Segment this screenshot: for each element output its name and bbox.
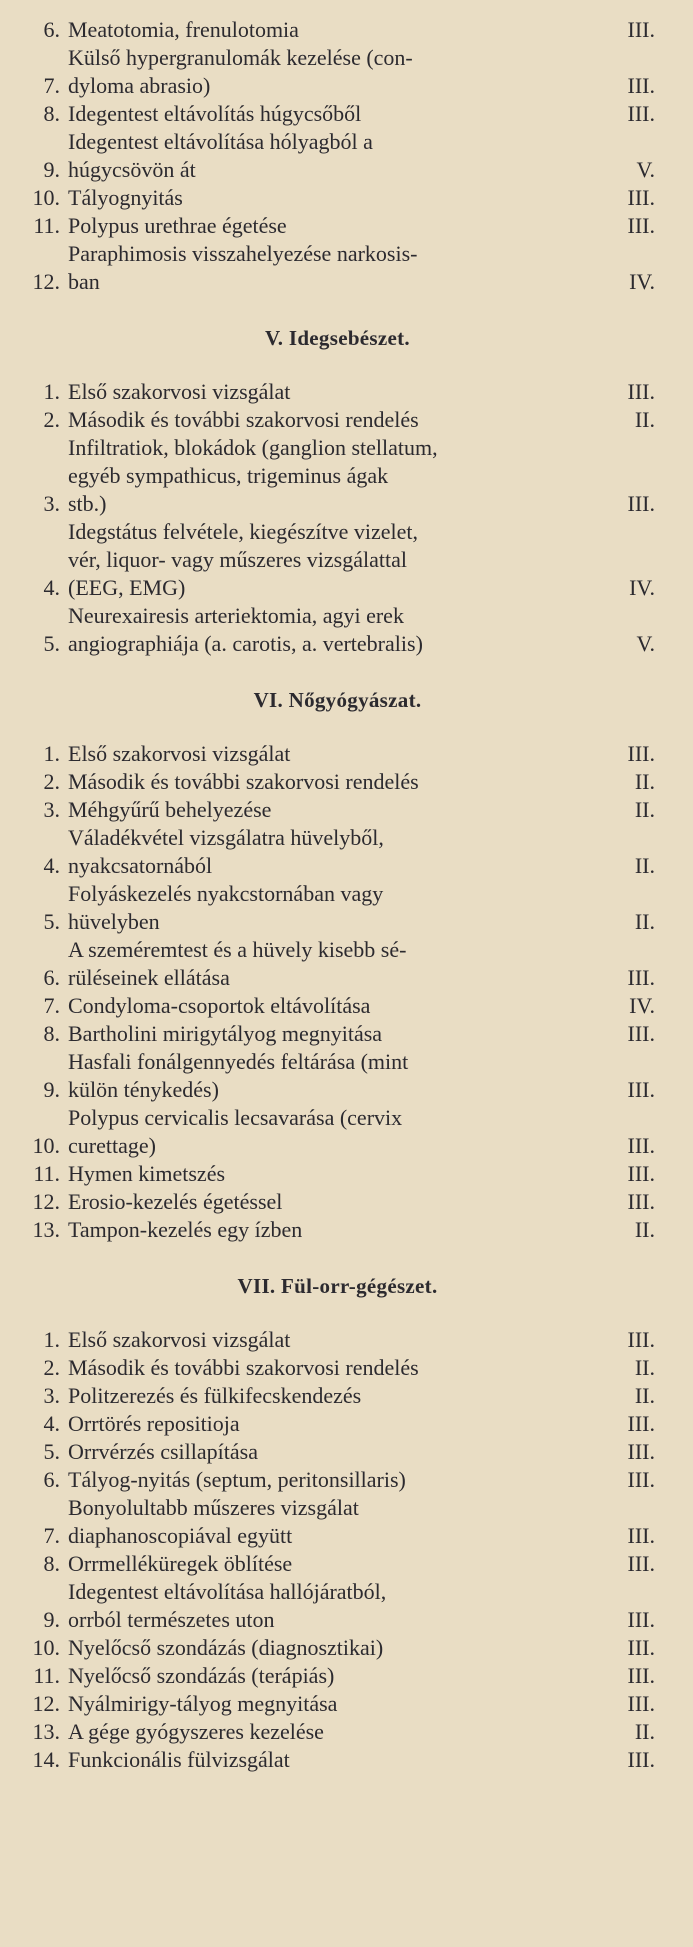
list-item [20, 16, 655, 44]
section [20, 686, 655, 1244]
item-text-line: Második és további szakorvosi rendelés [68, 769, 419, 794]
list-item [20, 1662, 655, 1690]
item-text [68, 1634, 655, 1662]
item-text [68, 1494, 655, 1550]
item-text [68, 1188, 655, 1216]
item-number: 7. [43, 993, 60, 1018]
item-text [68, 880, 655, 936]
item-category: II. [634, 797, 655, 822]
item-text [68, 1746, 655, 1774]
item-text-line: Idegstátus felvétele, kiegészítve vizelet, [68, 519, 419, 544]
item-text-line: Tályog-nyitás (septum, peritonsillaris) [68, 1467, 406, 1492]
item-text [68, 768, 655, 796]
item-category: IV. [629, 575, 655, 600]
item-text [68, 740, 655, 768]
item-text-line: külön ténykedés) [68, 1077, 219, 1102]
item-text [68, 1160, 655, 1188]
item-number: 1. [43, 1327, 60, 1352]
item-category: III. [627, 1467, 655, 1492]
item-text-line: Tampon-kezelés egy ízben [68, 1217, 303, 1242]
item-category: III. [627, 1439, 655, 1464]
item-text [68, 1690, 655, 1718]
item-category: III. [627, 1133, 655, 1158]
item-text-line: Második és további szakorvosi rendelés [68, 1355, 419, 1380]
item-text [68, 128, 655, 184]
item-category: II. [634, 1719, 655, 1744]
item-text [68, 936, 655, 992]
item-number: 8. [43, 101, 60, 126]
item-text [68, 1718, 655, 1746]
item-text-line: nyakcsatornából [68, 853, 213, 878]
item-text-line: Polypus cervicalis lecsavarása (cervix [68, 1105, 403, 1130]
item-text [68, 1578, 655, 1634]
item-text-line: Orrvérzés csillapítása [68, 1439, 258, 1464]
item-number: 4. [43, 853, 60, 878]
list-item [20, 768, 655, 796]
item-number: 9. [43, 157, 60, 182]
item-number: 13. [32, 1719, 60, 1744]
list-item [20, 1718, 655, 1746]
item-text-line: vér, liquor- vagy műszeres vizsgálattal [68, 547, 407, 572]
item-text-line: Funkcionális fülvizsgálat [68, 1747, 290, 1772]
item-text-line: Külső hypergranulomák kezelése (con- [68, 45, 413, 70]
list-item [20, 1020, 655, 1048]
list-item [20, 378, 655, 406]
item-category: III. [627, 1663, 655, 1688]
item-number: 11. [33, 1161, 60, 1186]
list-item [20, 100, 655, 128]
item-category: V. [636, 631, 655, 656]
item-text [68, 824, 655, 880]
item-category: III. [627, 1327, 655, 1352]
list-item [20, 936, 655, 992]
item-text-line: egyéb sympathicus, trigeminus ágak [68, 463, 389, 488]
section [20, 16, 655, 296]
item-category: III. [627, 1411, 655, 1436]
list-item [20, 1466, 655, 1494]
item-text-line: dyloma abrasio) [68, 73, 211, 98]
item-text-line: Nyálmirigy-tályog megnyitása [68, 1691, 338, 1716]
item-text-line: orrból természetes uton [68, 1607, 275, 1632]
item-text-line: hüvelyben [68, 909, 160, 934]
item-number: 6. [43, 1467, 60, 1492]
item-category: II. [634, 1355, 655, 1380]
list-item [20, 1410, 655, 1438]
procedure-list [20, 16, 655, 1774]
item-category: II. [634, 909, 655, 934]
section-heading: VI. Nőgyógyászat. [253, 688, 422, 712]
item-text-line: Condyloma-csoportok eltávolítása [68, 993, 371, 1018]
item-text [68, 212, 655, 240]
item-text-line: Tályognyitás [68, 185, 183, 210]
list-item [20, 240, 655, 296]
list-item [20, 434, 655, 518]
item-text-line: Hasfali fonálgennyedés feltárása (mint [68, 1049, 409, 1074]
list-item [20, 602, 655, 658]
list-item [20, 1216, 655, 1244]
list-item [20, 992, 655, 1020]
item-category: III. [627, 213, 655, 238]
item-category: II. [634, 1217, 655, 1242]
item-number: 4. [43, 575, 60, 600]
item-text-line: Második és további szakorvosi rendelés [68, 407, 419, 432]
list-item [20, 1048, 655, 1104]
item-number: 1. [43, 741, 60, 766]
item-text-line: Idegentest eltávolítása hallójáratból, [68, 1579, 387, 1604]
item-text-line: Erosio-kezelés égetéssel [68, 1189, 283, 1214]
item-text-line: angiographiája (a. carotis, a. vertebralis) [68, 631, 423, 656]
item-text [68, 1410, 655, 1438]
list-item [20, 796, 655, 824]
item-text [68, 1662, 655, 1690]
item-text [68, 602, 655, 658]
item-text [68, 1020, 655, 1048]
item-text-line: Idegentest eltávolítása hólyagból a [68, 129, 373, 154]
list-item [20, 824, 655, 880]
item-number: 3. [43, 1383, 60, 1408]
item-number: 13. [32, 1217, 60, 1242]
list-item [20, 1104, 655, 1160]
item-number: 10. [32, 185, 60, 210]
item-category: III. [627, 1691, 655, 1716]
item-text [68, 1550, 655, 1578]
item-category: III. [627, 1021, 655, 1046]
item-category: III. [627, 491, 655, 516]
item-text-line: Nyelőcső szondázás (terápiás) [68, 1663, 335, 1688]
list-item [20, 212, 655, 240]
item-number: 5. [43, 631, 60, 656]
item-category: V. [636, 157, 655, 182]
item-number: 2. [43, 1355, 60, 1380]
item-category: III. [627, 1077, 655, 1102]
item-number: 3. [43, 797, 60, 822]
item-text-line: Orrtörés repositioja [68, 1411, 240, 1436]
item-text-line: Első szakorvosi vizsgálat [68, 379, 291, 404]
item-text [68, 1438, 655, 1466]
item-number: 14. [32, 1747, 60, 1772]
item-number: 8. [43, 1551, 60, 1576]
item-text-line: curettage) [68, 1133, 156, 1158]
item-text-line: stb.) [68, 491, 107, 516]
item-text [68, 100, 655, 128]
item-text [68, 1382, 655, 1410]
item-category: III. [627, 1635, 655, 1660]
list-item [20, 1188, 655, 1216]
item-category: III. [627, 741, 655, 766]
list-item [20, 740, 655, 768]
item-text-line: Infiltratiok, blokádok (ganglion stellatum, [68, 435, 438, 460]
section [20, 324, 655, 658]
item-number: 11. [33, 1663, 60, 1688]
list-item [20, 128, 655, 184]
item-number: 1. [43, 379, 60, 404]
item-text [68, 1048, 655, 1104]
section-heading: VII. Fül-orr-gégészet. [237, 1274, 438, 1298]
item-number: 9. [43, 1607, 60, 1632]
list-item [20, 1382, 655, 1410]
item-text-line: Méhgyűrű behelyezése [68, 797, 272, 822]
list-item [20, 1160, 655, 1188]
item-text-line: rüléseinek ellátása [68, 965, 230, 990]
item-text-line: Meatotomia, frenulotomia [68, 17, 299, 42]
item-number: 11. [33, 213, 60, 238]
item-text [68, 16, 655, 44]
item-category: IV. [629, 269, 655, 294]
item-category: III. [627, 17, 655, 42]
item-category: III. [627, 185, 655, 210]
item-category: III. [627, 379, 655, 404]
item-category: IV. [629, 993, 655, 1018]
section-heading: V. Idegsebészet. [265, 326, 410, 350]
item-text [68, 1354, 655, 1382]
list-item [20, 1578, 655, 1634]
item-category: III. [627, 965, 655, 990]
item-category: III. [627, 1607, 655, 1632]
item-text [68, 518, 655, 602]
item-text-line: (EEG, EMG) [68, 575, 186, 600]
item-text-line: Idegentest eltávolítás húgycsőből [68, 101, 362, 126]
list-item [20, 880, 655, 936]
item-text-line: Váladékvétel vizsgálatra hüvelyből, [68, 825, 384, 850]
item-text-line: Bonyolultabb műszeres vizsgálat [68, 1495, 359, 1520]
item-number: 5. [43, 909, 60, 934]
item-number: 2. [43, 769, 60, 794]
list-item [20, 1550, 655, 1578]
item-text-line: diaphanoscopiával együtt [68, 1523, 293, 1548]
item-number: 6. [43, 17, 60, 42]
item-category: III. [627, 1747, 655, 1772]
item-category: III. [627, 1523, 655, 1548]
list-item [20, 1438, 655, 1466]
item-category: III. [627, 1189, 655, 1214]
item-number: 12. [32, 1189, 60, 1214]
item-number: 10. [32, 1133, 60, 1158]
item-number: 3. [43, 491, 60, 516]
item-text-line: Nyelőcső szondázás (diagnosztikai) [68, 1635, 384, 1660]
item-number: 9. [43, 1077, 60, 1102]
item-text-line: Hymen kimetszés [68, 1161, 226, 1186]
item-text-line: Folyáskezelés nyakcstornában vagy [68, 881, 384, 906]
section [20, 1272, 655, 1774]
item-text-line: Orrmelléküregek öblítése [68, 1551, 293, 1576]
item-text-line: ban [68, 269, 100, 294]
item-text-line: Politzerezés és fülkifecskendezés [68, 1383, 362, 1408]
item-text [68, 796, 655, 824]
item-text-line: Paraphimosis visszahelyezése narkosis- [68, 241, 418, 266]
item-number: 12. [32, 1691, 60, 1716]
item-text [68, 1216, 655, 1244]
list-item [20, 44, 655, 100]
item-text-line: Első szakorvosi vizsgálat [68, 1327, 291, 1352]
item-number: 10. [32, 1635, 60, 1660]
item-number: 4. [43, 1411, 60, 1436]
item-category: III. [627, 1551, 655, 1576]
item-category: II. [634, 853, 655, 878]
item-category: II. [634, 769, 655, 794]
item-number: 7. [43, 73, 60, 98]
list-item [20, 518, 655, 602]
item-text [68, 44, 655, 100]
item-text [68, 434, 655, 518]
item-text [68, 184, 655, 212]
item-text-line: Polypus urethrae égetése [68, 213, 287, 238]
list-item [20, 1690, 655, 1718]
item-text-line: A szeméremtest és a hüvely kisebb sé- [68, 937, 407, 962]
list-item [20, 1746, 655, 1774]
item-number: 5. [43, 1439, 60, 1464]
list-item [20, 1326, 655, 1354]
item-category: III. [627, 73, 655, 98]
item-number: 12. [32, 269, 60, 294]
item-number: 2. [43, 407, 60, 432]
list-item [20, 406, 655, 434]
list-item [20, 1354, 655, 1382]
item-number: 6. [43, 965, 60, 990]
item-text [68, 378, 655, 406]
item-text-line: húgycsövön át [68, 157, 196, 182]
item-text-line: Neurexairesis arteriektomia, agyi erek [68, 603, 404, 628]
item-text [68, 1104, 655, 1160]
item-number: 7. [43, 1523, 60, 1548]
item-text-line: Bartholini mirigytályog megnyitása [68, 1021, 383, 1046]
item-category: II. [634, 1383, 655, 1408]
item-category: III. [627, 1161, 655, 1186]
item-text-line: A gége gyógyszeres kezelése [68, 1719, 324, 1744]
item-category: III. [627, 101, 655, 126]
item-text-line: Első szakorvosi vizsgálat [68, 741, 291, 766]
item-text [68, 406, 655, 434]
item-number: 8. [43, 1021, 60, 1046]
item-category: II. [634, 407, 655, 432]
item-text [68, 1466, 655, 1494]
list-item [20, 184, 655, 212]
list-item [20, 1634, 655, 1662]
list-item [20, 1494, 655, 1550]
item-text [68, 240, 655, 296]
item-text [68, 1326, 655, 1354]
item-text [68, 992, 655, 1020]
